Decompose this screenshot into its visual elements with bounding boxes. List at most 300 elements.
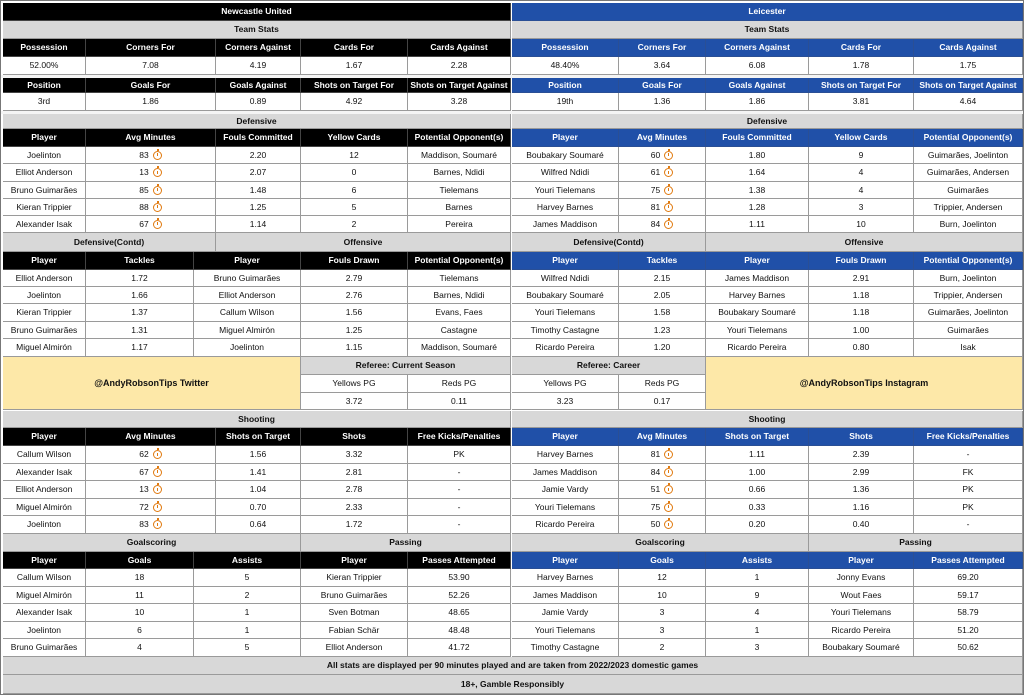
gamble-responsibly-notice-text: 18+, Gamble Responsibly — [460, 678, 565, 689]
away-offensive-cell-text: Burn, Joelinton — [939, 272, 997, 283]
stopwatch-icon — [664, 485, 673, 494]
home-shooting-cell — [86, 481, 216, 499]
away-stats2-value — [706, 93, 809, 111]
away-shooting-cell-text: 0.33 — [748, 501, 766, 512]
away-shooting-cell-text: - — [966, 449, 970, 460]
away-tackles-cell-text: Boubakary Soumaré — [526, 289, 604, 300]
away-stats1-header-text: Possession — [541, 42, 589, 53]
home-shooting-cell-text: 2.33 — [345, 501, 363, 512]
home-defensive-cell-text: Pereira — [445, 218, 473, 229]
home-passing-header — [301, 552, 408, 569]
away-passing-cell-text: 59.17 — [957, 589, 979, 600]
away-defensive-cell — [706, 147, 809, 164]
home-goalscoring-heading — [3, 534, 301, 552]
home-defensive-cell — [86, 147, 216, 164]
away-stats2-value-text: 1.36 — [653, 96, 671, 107]
away-stats1-value-text: 3.64 — [653, 60, 671, 71]
home-offensive-cell — [408, 304, 511, 322]
away-defensive-cell — [914, 216, 1023, 233]
away-defensive-cell-text: 1.80 — [748, 149, 766, 160]
away-shooting-cell — [619, 481, 706, 499]
away-goalscoring-cell-text: 4 — [754, 607, 760, 618]
home-defensive-cell-text: 2.20 — [249, 149, 267, 160]
away-goalscoring-cell — [619, 604, 706, 622]
away-shooting-cell-text: 50 — [650, 519, 661, 530]
away-defensive-cell — [706, 216, 809, 233]
away-stats2-header — [619, 78, 706, 93]
away-defensive-cell-text: Harvey Barnes — [536, 201, 594, 212]
away-goalscoring-header-text: Player — [552, 554, 578, 565]
home-shooting-cell — [301, 481, 408, 499]
away-shooting-header-text: Shots — [849, 431, 873, 442]
away-defensive-header — [809, 129, 914, 147]
away-defensive-cell-text: 9 — [858, 149, 864, 160]
home-passing-cell — [408, 587, 511, 604]
referee-current-value — [301, 393, 408, 410]
home-offensive-cell — [194, 322, 301, 339]
home-offensive-cell-text: 2.79 — [345, 272, 363, 283]
home-defensive-cell — [216, 147, 301, 164]
away-goalscoring-cell-text: 1 — [754, 624, 760, 635]
stopwatch-icon — [664, 186, 673, 195]
home-tackles-cell — [3, 270, 86, 287]
home-shooting-cell — [3, 481, 86, 499]
away-stats1-header — [619, 39, 706, 57]
home-shooting-cell — [301, 464, 408, 481]
stopwatch-icon — [153, 468, 162, 477]
home-defensive-heading — [3, 114, 511, 129]
home-passing-cell-text: Bruno Guimarães — [320, 589, 388, 600]
home-stats2-header-text: Position — [27, 79, 61, 90]
away-shooting-header-text: Shots on Target — [724, 431, 790, 442]
away-stats2-header-text: Shots on Target Against — [919, 79, 1017, 90]
referee-current-heading — [301, 357, 511, 375]
away-defensive-header — [706, 129, 809, 147]
home-offensive-cell-text: Callum Wilson — [219, 307, 275, 318]
away-defensive-cell — [512, 199, 619, 216]
away-goalscoring-header-text: Goals — [650, 554, 674, 565]
home-defensive-contd-heading — [3, 233, 216, 252]
home-passing-cell — [301, 639, 408, 657]
home-stats1-value — [86, 57, 216, 75]
away-goalscoring-heading — [512, 534, 809, 552]
away-defensive-cell — [809, 182, 914, 199]
away-shooting-cell — [809, 516, 914, 534]
home-defensive-cell — [86, 199, 216, 216]
away-shooting-cell-text: Harvey Barnes — [536, 449, 594, 460]
away-defensive-cell-text: Guimarães, Andersen — [926, 167, 1010, 178]
away-shooting-cell — [619, 446, 706, 464]
away-shooting-cell-text: 75 — [650, 501, 661, 512]
stopwatch-icon — [153, 503, 162, 512]
away-shooting-cell-text: James Maddison — [532, 466, 598, 477]
home-tackles-cell-text: Bruno Guimarães — [10, 324, 78, 335]
home-stats1-header-text: Corners For — [126, 42, 175, 53]
home-offensive-cell-text: Bruno Guimarães — [213, 272, 281, 283]
away-passing-cell-text: 50.62 — [957, 642, 979, 653]
home-shooting-cell-text: 2.81 — [345, 466, 363, 477]
away-defensive-cell-text: 61 — [650, 167, 661, 178]
away-offensive-cell-text: Harvey Barnes — [728, 289, 786, 300]
home-defensive-cell-text: 13 — [139, 167, 149, 178]
home-stats1-header-text: Cards Against — [430, 42, 488, 53]
home-goalscoring-header-text: Assists — [231, 554, 263, 565]
home-shooting-cell-text: 13 — [139, 484, 149, 495]
home-shooting-cell — [216, 499, 301, 516]
away-shooting-cell — [914, 446, 1023, 464]
home-offensive-cell-text: Evans, Faes — [435, 307, 483, 318]
home-shooting-cell-text: Callum Wilson — [16, 449, 72, 460]
home-goalscoring-cell-text: 10 — [134, 607, 145, 618]
away-tackles-cell-text: Timothy Castagne — [530, 324, 600, 335]
home-shooting-cell-text: Elliot Anderson — [15, 484, 73, 495]
home-goalscoring-cell-text: 5 — [244, 572, 250, 583]
away-defensive-cell-text: 1.11 — [749, 218, 765, 229]
home-defensive-cell — [216, 182, 301, 199]
home-shooting-cell — [408, 499, 511, 516]
away-shooting-cell-text: 0.40 — [852, 519, 870, 530]
home-shooting-cell-text: PK — [453, 449, 465, 460]
home-defensive-header-text: Fouls Committed — [223, 132, 293, 143]
away-shooting-cell-text: 1.11 — [749, 449, 765, 460]
home-shooting-cell-text: 1.41 — [249, 466, 267, 477]
away-defensive-cell — [914, 199, 1023, 216]
away-shooting-cell — [914, 516, 1023, 534]
home-passing-cell — [408, 604, 511, 622]
away-stats1-value — [809, 57, 914, 75]
away-defensive-cell-text: 1.38 — [748, 184, 766, 195]
away-shooting-cell — [619, 499, 706, 516]
away-passing-heading-text: Passing — [899, 537, 932, 548]
home-stats2-value — [86, 93, 216, 111]
away-stats1-value-text: 48.40% — [550, 60, 580, 71]
away-shooting-cell-text: 0.66 — [748, 484, 766, 495]
home-defensive-cell — [301, 182, 408, 199]
home-offensive-cell — [408, 339, 511, 357]
home-shooting-cell — [216, 481, 301, 499]
home-goalscoring-cell-text: 2 — [244, 589, 250, 600]
home-goalscoring-cell — [194, 639, 301, 657]
away-stats1-value — [706, 57, 809, 75]
away-shooting-cell — [706, 446, 809, 464]
away-stats2-header-text: Position — [548, 79, 582, 90]
away-shooting-cell-text: - — [966, 519, 970, 530]
away-tackles-cell — [512, 322, 619, 339]
away-offensive-header — [809, 252, 914, 270]
home-goalscoring-cell — [194, 587, 301, 604]
away-defensive-cell-text: Guimarães — [947, 184, 989, 195]
home-goalscoring-cell — [86, 622, 194, 639]
away-defensive-header-text: Potential Opponent(s) — [923, 132, 1013, 143]
home-defensive-cell-text: 1.48 — [249, 184, 267, 195]
home-shooting-cell — [3, 446, 86, 464]
home-shooting-cell — [216, 464, 301, 481]
away-shooting-cell-text: Jamie Vardy — [541, 484, 589, 495]
referee-career-header-text: Reds PG — [644, 378, 680, 389]
home-stats1-header-text: Possession — [20, 42, 68, 53]
away-offensive-header — [914, 252, 1023, 270]
away-offensive-cell-text: Isak — [960, 342, 976, 353]
away-offensive-cell-text: James Maddison — [724, 272, 790, 283]
home-passing-heading-text: Passing — [389, 537, 422, 548]
away-stats2-value — [512, 93, 619, 111]
home-goalscoring-header-text: Goals — [127, 554, 152, 565]
home-shooting-cell-text: 67 — [139, 466, 149, 477]
away-defensive-header — [914, 129, 1023, 147]
away-goalscoring-cell — [706, 604, 809, 622]
home-shooting-cell-text: 1.72 — [345, 519, 363, 530]
home-shooting-cell — [86, 464, 216, 481]
home-stats1-header — [86, 39, 216, 57]
home-tackles-cell — [86, 270, 194, 287]
instagram-promo-text: @AndyRobsonTips Instagram — [799, 377, 929, 388]
away-offensive-cell — [809, 270, 914, 287]
away-shooting-cell — [512, 516, 619, 534]
away-defensive-cell — [914, 147, 1023, 164]
away-goalscoring-cell — [619, 622, 706, 639]
away-defensive-cell-text: James Maddison — [532, 218, 598, 229]
away-team-stats-heading — [512, 21, 1023, 39]
home-stats2-header — [3, 78, 86, 93]
home-passing-cell-text: Elliot Anderson — [325, 642, 383, 653]
home-tackles-cell-text: Joelinton — [26, 289, 62, 300]
referee-career-header — [512, 375, 619, 393]
home-shooting-cell-text: 0.64 — [249, 519, 267, 530]
home-passing-cell-text: 53.90 — [448, 572, 470, 583]
home-goalscoring-cell — [3, 639, 86, 657]
away-defensive-cell — [619, 164, 706, 182]
home-defensive-cell-text: 6 — [351, 184, 357, 195]
home-passing-cell — [301, 569, 408, 587]
home-offensive-cell-text: 1.25 — [345, 324, 363, 335]
home-goalscoring-cell-text: Miguel Almirón — [16, 589, 72, 600]
away-shooting-cell — [706, 516, 809, 534]
home-shooting-cell — [3, 499, 86, 516]
home-shooting-header-text: Free Kicks/Penalties — [417, 431, 501, 442]
home-defensive-header — [301, 129, 408, 147]
home-defensive-contd-header-text: Player — [31, 255, 57, 266]
away-stats1-header — [706, 39, 809, 57]
referee-career-value-text: 0.17 — [653, 395, 671, 406]
away-shooting-cell — [914, 481, 1023, 499]
home-stats2-header-text: Goals For — [130, 79, 171, 90]
away-offensive-cell-text: 1.18 — [852, 289, 870, 300]
home-defensive-cell — [3, 199, 86, 216]
home-goalscoring-header — [194, 552, 301, 569]
home-shooting-cell — [408, 464, 511, 481]
away-shooting-cell — [512, 464, 619, 481]
home-offensive-cell-text: Castagne — [440, 324, 478, 335]
home-shooting-cell — [86, 516, 216, 534]
stopwatch-icon — [153, 485, 162, 494]
home-defensive-cell — [216, 164, 301, 182]
away-shooting-cell — [706, 481, 809, 499]
away-defensive-contd-header-text: Tackles — [646, 255, 678, 266]
away-defensive-cell — [706, 182, 809, 199]
away-shooting-cell — [619, 464, 706, 481]
away-offensive-cell-text: Trippier, Andersen — [933, 289, 1003, 300]
away-defensive-cell-text: Trippier, Andersen — [933, 201, 1003, 212]
away-stats1-value — [619, 57, 706, 75]
home-offensive-cell-text: 2.76 — [345, 289, 363, 300]
stopwatch-icon — [664, 450, 673, 459]
home-offensive-cell — [194, 339, 301, 357]
away-shooting-cell — [809, 481, 914, 499]
away-passing-cell-text: Jonny Evans — [836, 572, 886, 583]
away-stats1-header-text: Cards Against — [939, 42, 997, 53]
home-offensive-cell — [408, 322, 511, 339]
away-passing-cell — [914, 604, 1023, 622]
away-stats2-value-text: 19th — [556, 96, 574, 107]
home-passing-cell — [408, 622, 511, 639]
gamble-responsibly-notice — [3, 675, 1023, 694]
away-stats2-value-text: 4.64 — [959, 96, 977, 107]
away-stats1-header-text: Cards For — [840, 42, 882, 53]
away-goalscoring-cell-text: Timothy Castagne — [530, 642, 600, 653]
away-defensive-cell — [512, 147, 619, 164]
home-defensive-cell-text: Maddison, Soumaré — [420, 149, 498, 160]
home-defensive-cell-text: 88 — [139, 201, 149, 212]
home-defensive-cell-text: 5 — [351, 201, 357, 212]
away-defensive-cell-text: 4 — [858, 184, 864, 195]
home-goalscoring-cell — [3, 604, 86, 622]
away-defensive-header-text: Fouls Committed — [722, 132, 792, 143]
away-goalscoring-cell-text: Youri Tielemans — [534, 624, 596, 635]
away-tackles-cell-text: 2.15 — [653, 272, 671, 283]
away-goalscoring-cell — [619, 639, 706, 657]
away-stats2-header-text: Goals Against — [728, 79, 786, 90]
referee-current-header-text: Yellows PG — [332, 378, 376, 389]
home-goalscoring-cell — [194, 622, 301, 639]
referee-current-value-text: 3.72 — [345, 395, 363, 406]
home-defensive-cell-text: 2.07 — [249, 167, 267, 178]
away-stats1-header — [512, 39, 619, 57]
away-stats2-header-text: Shots on Target For — [820, 79, 902, 90]
away-tackles-cell — [512, 270, 619, 287]
home-shooting-header — [408, 428, 511, 446]
stopwatch-icon — [664, 168, 673, 177]
home-team-title-text: Newcastle United — [221, 6, 292, 17]
home-offensive-header — [194, 252, 301, 270]
home-stats2-header — [86, 78, 216, 93]
twitter-promo[interactable] — [3, 357, 301, 410]
away-offensive-cell — [706, 322, 809, 339]
home-passing-cell-text: 52.26 — [448, 589, 470, 600]
home-defensive-cell — [3, 164, 86, 182]
home-tackles-cell-text: 1.72 — [131, 272, 148, 283]
home-defensive-cell-text: Kieran Trippier — [16, 201, 72, 212]
home-stats2-value — [301, 93, 408, 111]
away-offensive-cell — [706, 270, 809, 287]
home-offensive-cell-text: Elliot Anderson — [218, 289, 276, 300]
away-tackles-cell-text: Ricardo Pereira — [535, 342, 595, 353]
home-goalscoring-cell-text: 5 — [244, 642, 250, 653]
away-tackles-cell-text: 1.23 — [653, 324, 671, 335]
home-offensive-cell — [194, 304, 301, 322]
home-shooting-header — [86, 428, 216, 446]
away-tackles-cell-text: 2.05 — [653, 289, 671, 300]
away-offensive-cell-text: 1.00 — [852, 324, 870, 335]
away-team-stats-heading-text: Team Stats — [744, 24, 790, 35]
away-defensive-cell — [512, 164, 619, 182]
home-stats2-value-text: 0.89 — [249, 96, 267, 107]
away-goalscoring-cell-text: 1 — [754, 572, 760, 583]
away-shooting-cell — [914, 499, 1023, 516]
referee-current-value-text: 0.11 — [451, 395, 467, 406]
away-shooting-cell-text: 2.39 — [852, 449, 870, 460]
home-shooting-cell-text: 1.56 — [249, 449, 267, 460]
home-defensive-cell — [216, 199, 301, 216]
home-offensive-cell — [194, 270, 301, 287]
away-offensive-cell-text: Youri Tielemans — [726, 324, 788, 335]
away-defensive-contd-header-text: Player — [552, 255, 578, 266]
away-shooting-cell — [512, 446, 619, 464]
away-offensive-cell — [914, 270, 1023, 287]
home-stats2-value — [216, 93, 301, 111]
away-defensive-cell — [512, 216, 619, 233]
away-defensive-cell — [512, 182, 619, 199]
home-stats1-value-text: 2.28 — [450, 60, 468, 71]
home-defensive-cell — [86, 216, 216, 233]
home-goalscoring-cell — [3, 569, 86, 587]
home-shooting-cell — [408, 481, 511, 499]
twitter-promo-text: @AndyRobsonTips Twitter — [94, 377, 209, 388]
home-offensive-cell-text: Miguel Almirón — [219, 324, 275, 335]
instagram-promo[interactable] — [706, 357, 1023, 410]
referee-current-header — [408, 375, 511, 393]
away-goalscoring-cell-text: 12 — [657, 572, 667, 583]
away-offensive-heading-text: Offensive — [844, 236, 884, 247]
home-offensive-cell-text: Barnes, Ndidi — [433, 289, 485, 300]
home-goalscoring-cell — [86, 639, 194, 657]
home-tackles-cell-text: 1.66 — [131, 289, 148, 300]
home-offensive-cell — [301, 304, 408, 322]
away-passing-header — [914, 552, 1023, 569]
home-tackles-cell — [3, 287, 86, 304]
home-shooting-cell-text: 3.32 — [345, 449, 363, 460]
away-defensive-cell-text: Wilfred Ndidi — [540, 167, 590, 178]
away-shooting-header-text: Player — [552, 431, 578, 442]
away-shooting-cell — [619, 516, 706, 534]
home-goalscoring-cell — [3, 587, 86, 604]
away-shooting-cell — [809, 446, 914, 464]
away-shooting-heading — [512, 411, 1023, 428]
away-team-title-text: Leicester — [748, 6, 786, 17]
away-defensive-cell — [619, 199, 706, 216]
home-defensive-cell-text: 85 — [139, 184, 149, 195]
home-shooting-cell-text: - — [457, 519, 461, 530]
referee-current-header-text: Reds PG — [441, 378, 477, 389]
home-defensive-cell-text: Barnes — [445, 201, 473, 212]
away-offensive-cell — [706, 304, 809, 322]
home-passing-header-text: Player — [341, 554, 367, 565]
home-goalscoring-cell — [86, 587, 194, 604]
home-defensive-cell-text: 1.14 — [249, 218, 267, 229]
home-stats1-header — [3, 39, 86, 57]
home-offensive-cell-text: Tielemans — [439, 272, 479, 283]
home-stats1-value-text: 7.08 — [142, 60, 159, 71]
home-defensive-cell-text: Tielemans — [439, 184, 479, 195]
home-offensive-cell — [408, 287, 511, 304]
away-passing-cell-text: Youri Tielemans — [830, 607, 892, 618]
away-passing-cell-text: 58.79 — [957, 607, 979, 618]
away-shooting-header — [809, 428, 914, 446]
home-defensive-header-text: Potential Opponent(s) — [414, 132, 504, 143]
away-tackles-cell — [512, 339, 619, 357]
home-defensive-contd-header — [3, 252, 86, 270]
home-shooting-cell-text: Alexander Isak — [15, 466, 73, 477]
away-stats2-header — [706, 78, 809, 93]
